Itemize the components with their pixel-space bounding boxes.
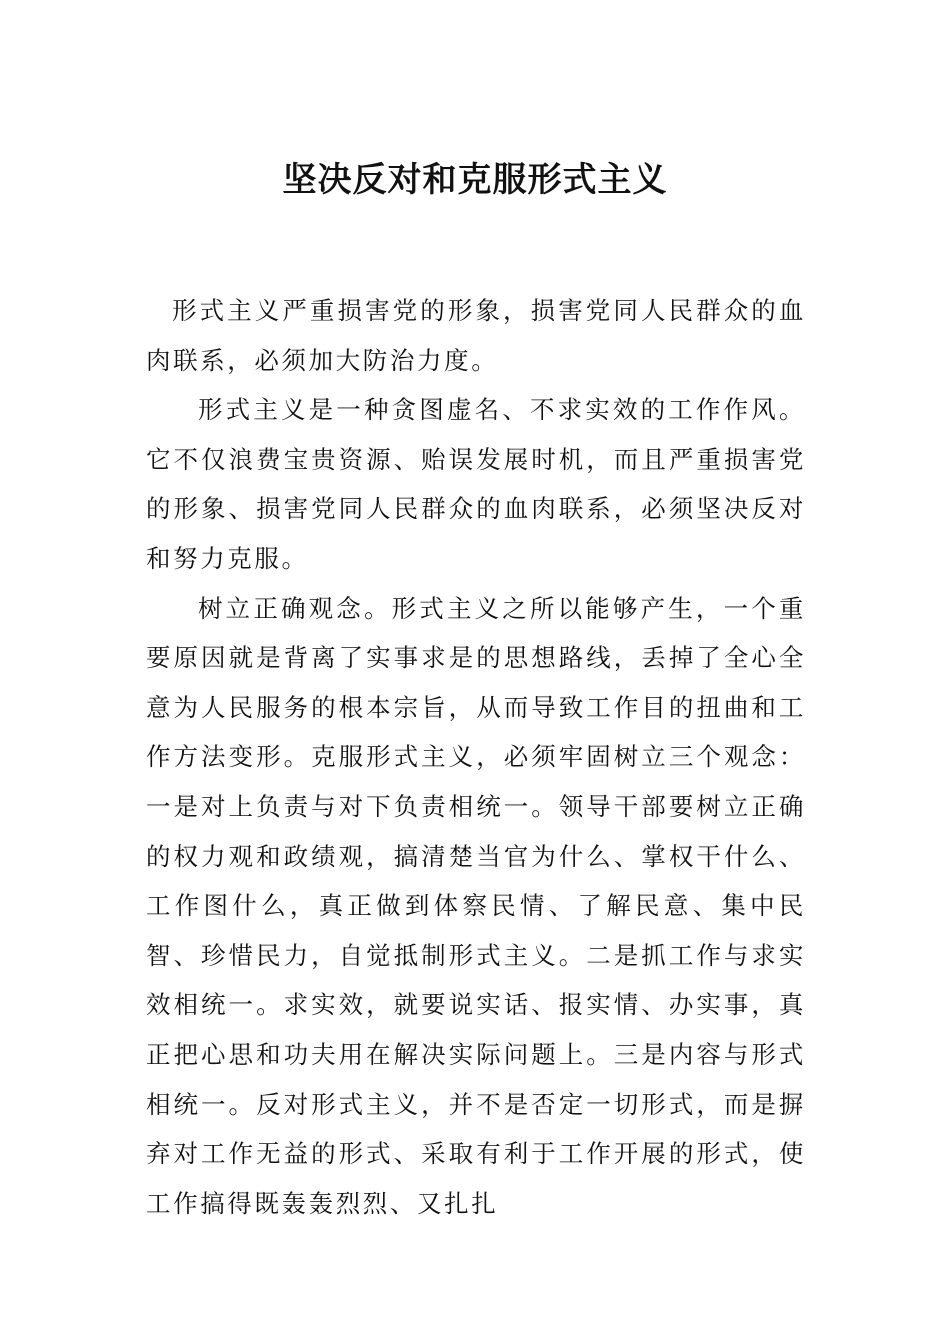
- paragraph-summary: 形式主义严重损害党的形象，损害党同人民群众的血肉联系，必须加大防治力度。: [146, 296, 806, 375]
- document-body: [146, 286, 806, 1228]
- paragraph-correct-concepts: 树立正确观念。形式主义之所以能够产生，一个重要原因就是背离了实事求是的思想路线，丢掉了全心全意为人民服务的根本宗旨，从而导致工作目的扭曲和工作方法变形。克服形式主义，必须牢固树立三个观念：一是对上负责与对下负责相统一。领导干部要树立正确的权力观和政绩观，搞清楚当官为什么、掌权干什么、工作图什么，真正做到体察民情、了解民意、集中民智、珍惜民力，自觉抵制形式主义。二是抓工作与求实效相统一。求实效，就要说实话、报实情、办实事，真正把心思和功夫用在解决实际问题上。三是内容与形式相统一。反对形式主义，并不是否定一切形式，而是摒弃对工作无益的形式、采取有利于工作开展的形式，使工作搞得既轰轰烈烈、又扎扎: [146, 593, 806, 1218]
- paragraph-intro: 形式主义是一种贪图虚名、不求实效的工作作风。它不仅浪费宝贵资源、贻误发展时机，而且严重损害党的形象、损害党同人民群众的血肉联系，必须坚决反对和努力克服。: [146, 395, 806, 573]
- document-title: 坚决反对和克服形式主义: [282, 160, 668, 200]
